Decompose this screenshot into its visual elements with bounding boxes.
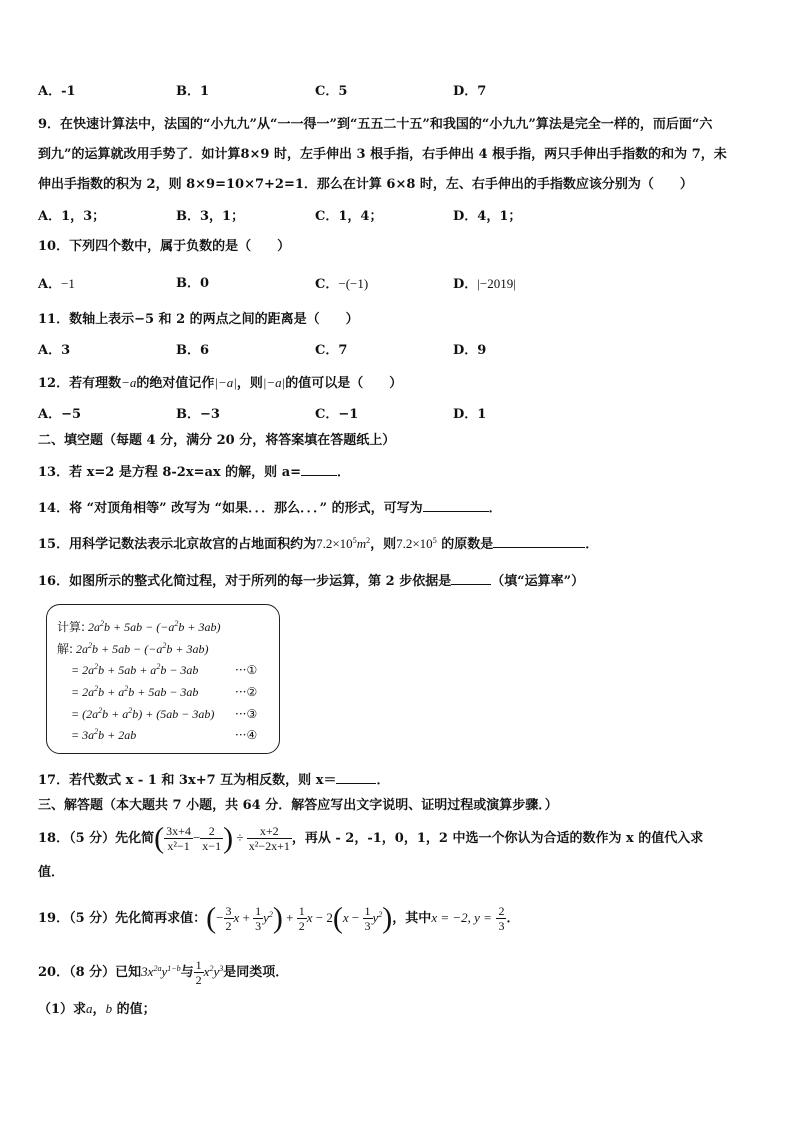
box-line-3: = $2a^2b + 5ab + a^2b - 3ab$ xyxy=(71,662,199,677)
q17-answer-blank[interactable] xyxy=(336,771,376,784)
q11-option-b: B．6 xyxy=(176,343,210,358)
q11-option-d: D．9 xyxy=(453,343,487,358)
box-step-1: ···① xyxy=(235,663,258,677)
q14-answer-blank[interactable] xyxy=(423,499,489,512)
q14: 14．将 “对顶角相等” 改写为 “如果．．．那么．．．” 的形式，可写为 ． xyxy=(38,501,502,516)
simplification-box xyxy=(46,604,280,754)
q9-option-a: A．1，3； xyxy=(38,209,106,224)
q10-option-a: A．−1 xyxy=(38,276,75,292)
q15-answer-blank[interactable] xyxy=(493,535,585,548)
q10-stem: 10．下列四个数中，属于负数的是（ ） xyxy=(38,239,291,254)
q17: 17．若代数式 x - 1 和 3x+7 互为相反数，则 x＝ ． xyxy=(38,773,390,788)
q11-option-c: C．7 xyxy=(315,343,348,358)
q10-option-c: C．−(−1) xyxy=(315,276,369,292)
q8-option-b: B．1 xyxy=(176,84,210,99)
q9-line-2: 到九”的运算就改用手势了．如计算8×9 时，左手伸出 3 根手指，右手伸出 4 根手指，两只手伸出手指数的和为 7，未 xyxy=(38,147,727,162)
box-line-4: = $2a^2b + a^2b + 5ab - 3ab$ xyxy=(71,684,199,699)
q12-stem: 12．若有理数−a的绝对值记作|−a|，则|−a|的值可以是（ ） xyxy=(38,375,403,391)
box-line-6: = $3a^2b + 2ab$ xyxy=(71,727,137,742)
q13: 13．若 x=2 是方程 8-2x=ax 的解，则 a= ． xyxy=(38,465,351,480)
q13-answer-blank[interactable] xyxy=(301,463,337,476)
q9-line-1: 9．在快速计算法中，法国的“小九九”从“一一得一”到“五五二十五”和我国的“小九九”算法是完全一样的，而后面“六 xyxy=(38,117,713,132)
q15: 15．用科学记数法表示北京故宫的占地面积约为$7.2\times 10^5m^2$，则$7.2\times 10^5$ 的原数是 ． xyxy=(38,536,599,552)
section-3-heading: 三、解答题（本大题共 7 小题，共 64 分．解答应写出文字说明、证明过程或演算步骤．） xyxy=(38,798,558,813)
section-2-heading: 二、填空题（每题 4 分，满分 20 分，将答案填在答题纸上） xyxy=(38,433,396,448)
q8-option-a: A．-1 xyxy=(38,84,76,99)
box-line-1: 计算: $2a^2b + 5ab - (-a^2b + 3ab)$ xyxy=(57,619,221,634)
q11-stem: 11．数轴上表示−5 和 2 的两点之间的距离是（ ） xyxy=(38,312,359,327)
q12-option-b: B．−3 xyxy=(176,407,220,422)
q18-line-1: 18．（5 分）先化简( $\frac{3x+4}{\text{x²−1}}$ − $\frac{2}{x-1}$ ) ÷ $\frac{x+2}{\text{x²−2x+1}}$ ，再从 - 2，-1，0，1，2 中选一个你认为合适的数作为 x 的值代入求 xyxy=(38,821,704,855)
q18-line-2: 值． xyxy=(38,865,65,880)
q16-answer-blank[interactable] xyxy=(451,572,491,585)
q11-option-a: A．3 xyxy=(38,343,71,358)
q9-option-d: D．4，1； xyxy=(453,209,522,224)
box-line-5: = $(2a^2b + a^2b) + (5ab - 3ab)$ xyxy=(71,706,215,721)
q12-option-c: C．−1 xyxy=(315,407,359,422)
q9-option-b: B．3，1； xyxy=(176,209,245,224)
q9-line-3: 伸出手指数的积为 2，则 8×9=10×7+2=1．那么在计算 6×8 时，左、右手伸出的手指数应该分别为（ ） xyxy=(38,177,693,192)
q9-option-c: C．1，4； xyxy=(315,209,383,224)
q16: 16．如图所示的整式化简过程，对于所列的每一步运算，第 2 步依据是 （填“运算率”） xyxy=(38,574,585,589)
q12-option-d: D．1 xyxy=(453,407,487,422)
q19: 19．（5 分）先化简再求值：(− $\frac{3}{2}$ x + $\frac{1}{3}$ $y^2$) + $\frac{1}{2}$ x − 2(x − $\frac{1}{3}$ $y^2$)，其中x = −2, y = $\frac{2}{3}$ ． xyxy=(38,901,520,935)
q8-option-d: D．7 xyxy=(453,84,487,99)
box-step-3: ···③ xyxy=(235,707,258,721)
q12-option-a: A．−5 xyxy=(38,407,82,422)
box-step-2: ···② xyxy=(235,685,258,699)
q8-option-c: C．5 xyxy=(315,84,348,99)
q10-option-d: D．|−2019| xyxy=(453,276,516,292)
q20-sub-1: （1）求a，b 的值； xyxy=(38,1001,156,1017)
box-step-4: ···④ xyxy=(235,728,258,742)
box-line-2: 解: $2a^2b + 5ab - (-a^2b + 3ab)$ xyxy=(57,641,209,656)
q20: 20．（8 分）已知$3x^{2a}y^{1-b}$与 $\frac{1}{2}$ $x^2y^3$是同类项． xyxy=(38,958,289,987)
q10-option-b: B．0 xyxy=(176,276,210,291)
